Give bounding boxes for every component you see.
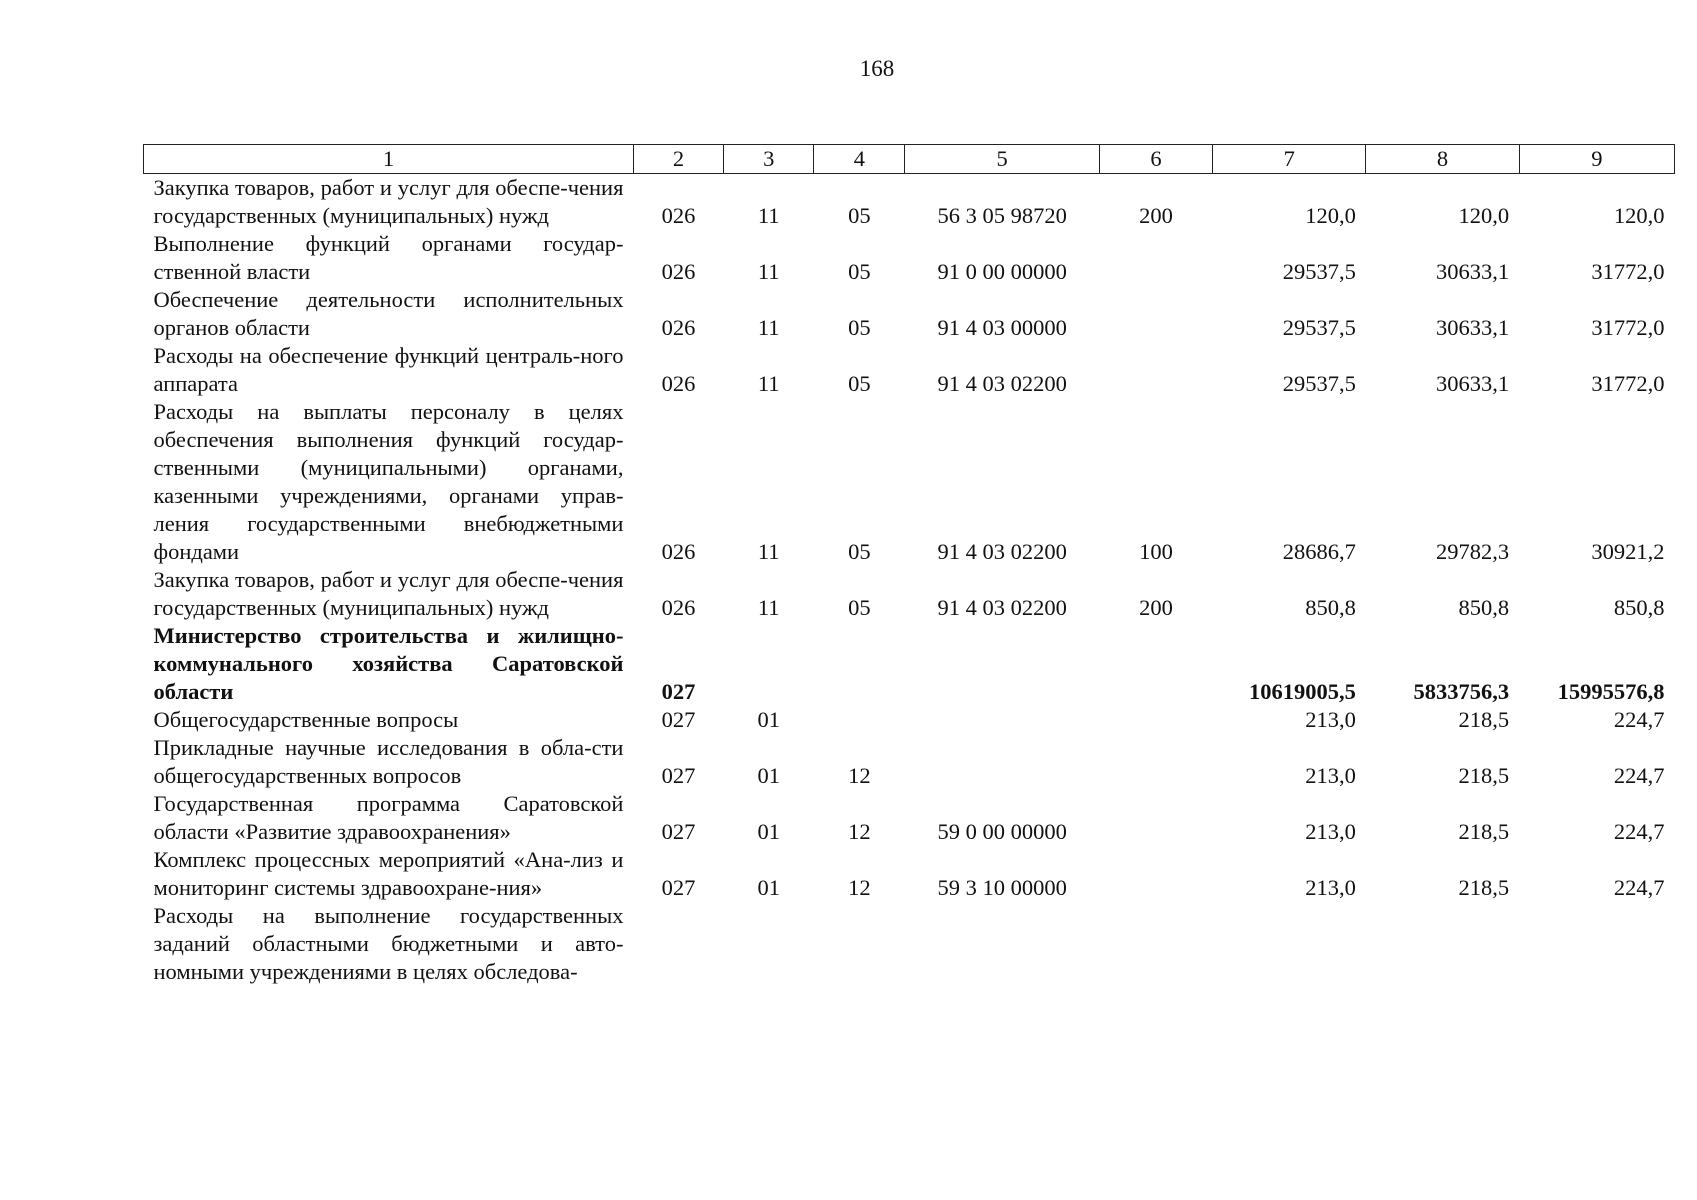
target-article-cell <box>905 902 1099 986</box>
target-article-cell: 91 4 03 02200 <box>937 539 1067 564</box>
amount-cell-3: 31772,0 <box>1591 315 1665 340</box>
column-header-4: 4 <box>814 145 905 174</box>
section-cell: 11 <box>757 539 780 564</box>
amount-cell-1: 213,0 <box>1305 763 1356 788</box>
column-header-2: 2 <box>633 145 723 174</box>
target-article-cell: 91 4 03 02200 <box>937 371 1067 396</box>
row-name-cell: Государственная программа Саратовской области «Развитие здравоохранения» <box>153 791 624 844</box>
table-row <box>144 622 1675 706</box>
table-row <box>144 790 1675 846</box>
code-admin-cell: 026 <box>661 315 696 340</box>
amount-cell-1: 213,0 <box>1305 875 1356 900</box>
amount-cell-1: 29537,5 <box>1282 371 1356 396</box>
subsection-cell <box>814 622 905 706</box>
section-cell <box>724 902 814 986</box>
amount-cell-2: 218,5 <box>1458 763 1510 788</box>
amount-cell-1: 120,0 <box>1305 203 1356 228</box>
amount-cell-3: 15995576,8 <box>1557 679 1665 704</box>
amount-cell-2: 29782,3 <box>1436 539 1510 564</box>
code-admin-cell: 026 <box>661 539 696 564</box>
section-cell: 11 <box>757 203 780 228</box>
section-cell: 01 <box>757 763 780 788</box>
amount-cell-2: 5833756,3 <box>1413 679 1510 704</box>
section-cell: 11 <box>757 315 780 340</box>
amount-cell-3: 120,0 <box>1613 203 1665 228</box>
row-name-cell: Расходы на обеспечение функций централь-ного аппарата <box>153 343 624 396</box>
column-header-5: 5 <box>905 145 1099 174</box>
target-article-cell: 59 0 00 00000 <box>937 819 1067 844</box>
target-article-cell: 91 4 03 00000 <box>937 315 1067 340</box>
column-header-1: 1 <box>144 145 634 174</box>
code-admin-cell: 026 <box>661 259 696 284</box>
amount-cell-3: 224,7 <box>1613 819 1665 844</box>
table-row <box>144 230 1675 286</box>
target-article-cell: 91 0 00 00000 <box>937 259 1067 284</box>
table-row <box>144 174 1675 231</box>
table-row <box>144 902 1675 986</box>
row-name-cell: Выполнение функций органами государ-ственной власти <box>153 231 624 284</box>
subsection-cell <box>814 902 905 986</box>
target-article-cell: 56 3 05 98720 <box>937 203 1067 228</box>
amount-cell-3: 31772,0 <box>1591 371 1665 396</box>
code-admin-cell: 027 <box>661 763 696 788</box>
table-row <box>144 342 1675 398</box>
table-row <box>144 566 1675 622</box>
amount-cell-3: 850,8 <box>1613 595 1665 620</box>
row-name-cell: Комплекс процессных мероприятий «Ана-лиз и мониторинг системы здравоохране-ния» <box>153 847 624 900</box>
section-cell: 11 <box>757 259 780 284</box>
amount-cell-1: 850,8 <box>1305 595 1356 620</box>
subsection-cell: 05 <box>848 259 871 284</box>
code-admin-cell: 026 <box>661 371 696 396</box>
row-name-cell: Обеспечение деятельности исполнительных органов области <box>153 287 624 340</box>
row-name-cell: Прикладные научные исследования в обла-сти общегосударственных вопросов <box>153 735 624 788</box>
amount-cell-3: 224,7 <box>1613 763 1665 788</box>
target-article-cell <box>905 734 1099 790</box>
target-article-cell: 59 3 10 00000 <box>937 875 1067 900</box>
expense-type-cell <box>1099 734 1212 790</box>
table-header-row <box>144 145 1675 174</box>
column-header-7: 7 <box>1213 145 1366 174</box>
column-header-8: 8 <box>1366 145 1519 174</box>
amount-cell-1 <box>1213 902 1366 986</box>
code-admin-cell: 027 <box>661 707 696 732</box>
amount-cell-3 <box>1519 902 1674 986</box>
amount-cell-3: 224,7 <box>1613 875 1665 900</box>
expense-type-cell <box>1099 902 1212 986</box>
column-header-3: 3 <box>724 145 814 174</box>
expense-type-cell <box>1099 790 1212 846</box>
amount-cell-2: 850,8 <box>1458 595 1510 620</box>
row-name-cell: Министерство строительства и жилищно-коммунального хозяйства Саратовской области <box>153 623 624 704</box>
expense-type-cell <box>1099 286 1212 342</box>
amount-cell-2: 218,5 <box>1458 707 1510 732</box>
section-cell: 01 <box>757 875 780 900</box>
amount-cell-1: 29537,5 <box>1282 259 1356 284</box>
column-header-9: 9 <box>1519 145 1674 174</box>
subsection-cell: 05 <box>848 539 871 564</box>
page-number: 168 <box>859 56 895 81</box>
amount-cell-3: 30921,2 <box>1591 539 1665 564</box>
section-cell: 11 <box>757 595 780 620</box>
table-row <box>144 706 1675 734</box>
section-cell: 01 <box>757 819 780 844</box>
target-article-cell <box>905 706 1099 734</box>
table-body <box>144 174 1675 987</box>
subsection-cell: 12 <box>848 875 871 900</box>
subsection-cell <box>814 706 905 734</box>
expense-type-cell: 200 <box>1139 595 1173 620</box>
subsection-cell: 05 <box>848 315 871 340</box>
expense-type-cell: 100 <box>1139 539 1173 564</box>
code-admin-cell: 027 <box>661 875 696 900</box>
amount-cell-1: 28686,7 <box>1282 539 1356 564</box>
code-admin-cell: 026 <box>661 203 696 228</box>
amount-cell-2: 218,5 <box>1458 875 1510 900</box>
amount-cell-2: 120,0 <box>1458 203 1510 228</box>
row-name-cell: Закупка товаров, работ и услуг для обеспе-чения государственных (муниципальных) нужд <box>153 567 624 620</box>
subsection-cell: 05 <box>848 371 871 396</box>
code-admin-cell <box>633 902 723 986</box>
amount-cell-2: 218,5 <box>1458 819 1510 844</box>
amount-cell-2: 30633,1 <box>1436 315 1510 340</box>
expense-type-cell <box>1099 230 1212 286</box>
table-row <box>144 734 1675 790</box>
section-cell: 01 <box>757 707 780 732</box>
code-admin-cell: 027 <box>661 679 696 704</box>
expense-type-cell <box>1099 622 1212 706</box>
expense-type-cell <box>1099 846 1212 902</box>
budget-table <box>143 144 1675 986</box>
table-row <box>144 286 1675 342</box>
amount-cell-1: 213,0 <box>1305 707 1356 732</box>
expense-type-cell <box>1099 342 1212 398</box>
column-header-6: 6 <box>1099 145 1212 174</box>
expense-type-cell <box>1099 706 1212 734</box>
row-name-cell: Закупка товаров, работ и услуг для обеспе-чения государственных (муниципальных) нужд <box>153 175 624 228</box>
code-admin-cell: 026 <box>661 595 696 620</box>
amount-cell-3: 224,7 <box>1613 707 1665 732</box>
table-row <box>144 398 1675 566</box>
amount-cell-2: 30633,1 <box>1436 371 1510 396</box>
expense-type-cell: 200 <box>1139 203 1173 228</box>
subsection-cell: 05 <box>848 595 871 620</box>
code-admin-cell: 027 <box>661 819 696 844</box>
row-name-cell: Расходы на выплаты персоналу в целях обеспечения выполнения функций государ-ственными (муниципальными) органами, казенными учреждениями, органами управ-ления государственными внебюджетными фондами <box>153 399 624 564</box>
row-name-cell: Общегосударственные вопросы <box>153 707 459 732</box>
amount-cell-2 <box>1366 902 1519 986</box>
section-cell <box>724 622 814 706</box>
amount-cell-3: 31772,0 <box>1591 259 1665 284</box>
amount-cell-1: 10619005,5 <box>1248 679 1356 704</box>
amount-cell-1: 29537,5 <box>1282 315 1356 340</box>
row-name-cell: Расходы на выполнение государственных заданий областными бюджетными и авто-номными учреждениями в целях обследова- <box>153 903 624 984</box>
section-cell: 11 <box>757 371 780 396</box>
subsection-cell: 05 <box>848 203 871 228</box>
subsection-cell: 12 <box>848 819 871 844</box>
subsection-cell: 12 <box>848 763 871 788</box>
amount-cell-2: 30633,1 <box>1436 259 1510 284</box>
amount-cell-1: 213,0 <box>1305 819 1356 844</box>
target-article-cell: 91 4 03 02200 <box>937 595 1067 620</box>
target-article-cell <box>905 622 1099 706</box>
table-row <box>144 846 1675 902</box>
